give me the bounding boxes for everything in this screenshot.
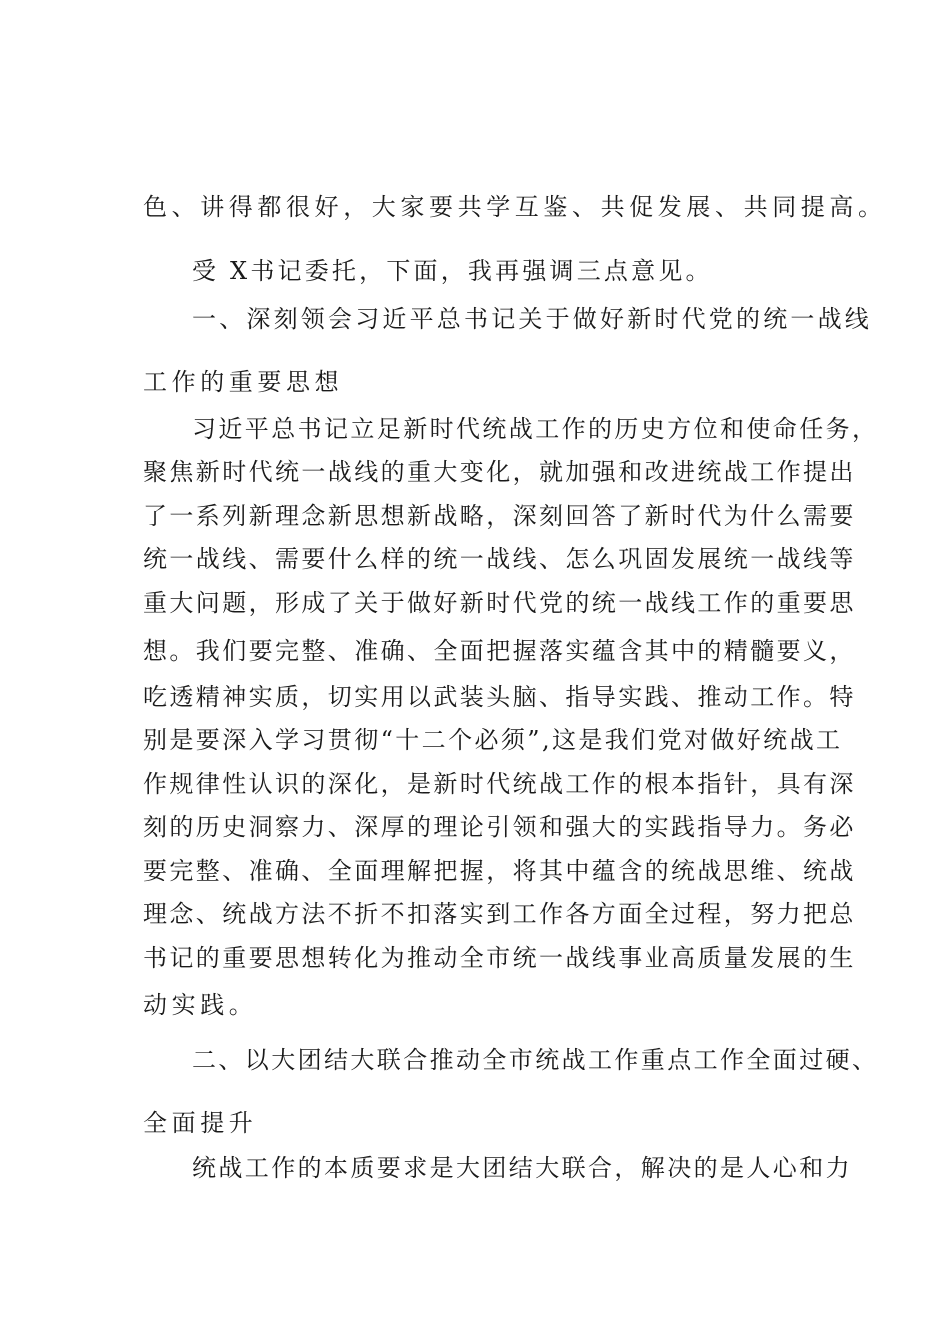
text-line: 刻的历史洞察力、深厚的理论引领和强大的实践指导力。务必 — [143, 813, 856, 841]
text-line: 统一战线、需要什么样的统一战线、怎么巩固发展统一战线等 — [143, 545, 856, 573]
section-heading: 二、以大团结大联合推动全市统战工作重点工作全面过硬、 — [192, 1046, 879, 1074]
text-line: 受 X书记委托，下面，我再强调三点意见。 — [192, 257, 713, 285]
text-line: 动实践。 — [143, 991, 258, 1019]
text-line: 别是要深入学习贯彻“十二个必须”,这是我们党对做好统战工 — [143, 726, 843, 754]
text-line: 重大问题，形成了关于做好新时代党的统一战线工作的重要思 — [143, 589, 856, 617]
section-heading: 一、深刻领会习近平总书记关于做好新时代党的统一战线 — [192, 305, 872, 333]
section-heading: 全面提升 — [143, 1109, 258, 1137]
text-line: 了一系列新理念新思想新战略，深刻回答了新时代为什么需要 — [143, 502, 856, 530]
text-line: 作规律性认识的深化，是新时代统战工作的根本指针，具有深 — [143, 770, 856, 798]
text-line: 吃透精神实质，切实用以武装头脑、指导实践、推动工作。特 — [143, 683, 856, 711]
text-line: 色、讲得都很好，大家要共学互鉴、共促发展、共同提高。 — [143, 193, 887, 221]
text-line: 想。我们要完整、准确、全面把握落实蕴含其中的精髓要义， — [143, 637, 856, 665]
text-line: 理念、统战方法不折不扣落实到工作各方面全过程，努力把总 — [143, 900, 856, 928]
text-line: 书记的重要思想转化为推动全市统一战线事业高质量发展的生 — [143, 944, 856, 972]
text-line: 要完整、准确、全面理解把握，将其中蕴含的统战思维、统战 — [143, 857, 856, 885]
text-line: 聚焦新时代统一战线的重大变化，就加强和改进统战工作提出 — [143, 458, 856, 486]
section-heading: 工作的重要思想 — [143, 368, 344, 396]
text-line: 统战工作的本质要求是大团结大联合，解决的是人心和力 — [192, 1154, 852, 1182]
text-line: 习近平总书记立足新时代统战工作的历史方位和使命任务， — [192, 415, 879, 443]
